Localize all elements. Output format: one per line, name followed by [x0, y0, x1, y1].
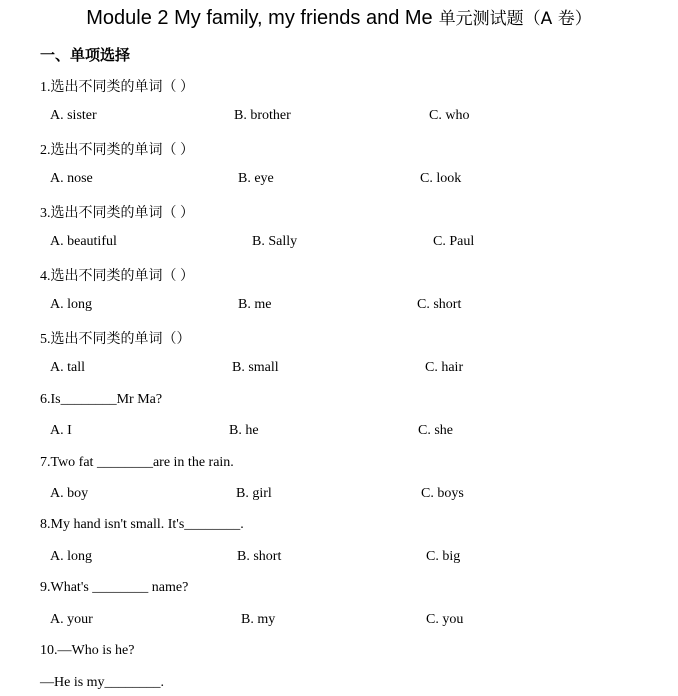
q5-option-a[interactable]: A. tall — [50, 360, 85, 375]
q2-option-b[interactable]: B. eye — [238, 171, 274, 186]
q6-option-b[interactable]: B. he — [229, 423, 259, 438]
question-1: 1.选出不同类的单词（ ） — [40, 80, 194, 95]
page-title — [0, 4, 678, 30]
question-7: 7.Two fat ________are in the rain. — [40, 455, 234, 470]
q5-option-b[interactable]: B. small — [232, 360, 279, 375]
question-2: 2.选出不同类的单词（ ） — [40, 143, 194, 158]
q5-option-c[interactable]: C. hair — [425, 360, 464, 375]
q7-option-b[interactable]: B. girl — [236, 486, 272, 501]
question-3: 3.选出不同类的单词（ ） — [40, 206, 194, 221]
q6-option-c[interactable]: C. she — [418, 423, 453, 438]
title-english: Module 2 My family, my friends and Me — [86, 7, 433, 29]
question-9: 9.What's ________ name? — [40, 580, 189, 595]
q1-option-c[interactable]: C. who — [429, 108, 470, 123]
q3-option-a[interactable]: A. beautiful — [50, 234, 117, 249]
q9-option-a[interactable]: A. your — [50, 612, 93, 627]
q1-option-a[interactable]: A. sister — [50, 108, 97, 123]
q4-option-b[interactable]: B. me — [238, 297, 272, 312]
q9-option-b[interactable]: B. my — [241, 612, 276, 627]
q8-option-a[interactable]: A. long — [50, 549, 92, 564]
section-heading: 一、单项选择 — [40, 46, 131, 64]
question-8: 8.My hand isn't small. It's________. — [40, 517, 244, 532]
q7-option-a[interactable]: A. boy — [50, 486, 89, 501]
q6-option-a[interactable]: A. I — [50, 423, 72, 438]
q2-option-a[interactable]: A. nose — [50, 171, 93, 186]
question-10-answer-line: —He is my________. — [40, 675, 165, 690]
q1-option-b[interactable]: B. brother — [234, 108, 291, 123]
q8-option-c[interactable]: C. big — [426, 549, 461, 564]
q4-option-a[interactable]: A. long — [50, 297, 92, 312]
title-chinese: 单元测试题（A 卷） — [438, 9, 592, 29]
q9-option-c[interactable]: C. you — [426, 612, 464, 627]
q7-option-c[interactable]: C. boys — [421, 486, 464, 501]
question-5: 5.选出不同类的单词（） — [40, 332, 191, 347]
question-10: 10.—Who is he? — [40, 643, 135, 658]
question-4: 4.选出不同类的单词（ ） — [40, 269, 194, 284]
q8-option-b[interactable]: B. short — [237, 549, 282, 564]
q3-option-b[interactable]: B. Sally — [252, 234, 298, 249]
q4-option-c[interactable]: C. short — [417, 297, 462, 312]
q2-option-c[interactable]: C. look — [420, 171, 462, 186]
question-6: 6.Is________Mr Ma? — [40, 392, 163, 407]
q3-option-c[interactable]: C. Paul — [433, 234, 475, 249]
